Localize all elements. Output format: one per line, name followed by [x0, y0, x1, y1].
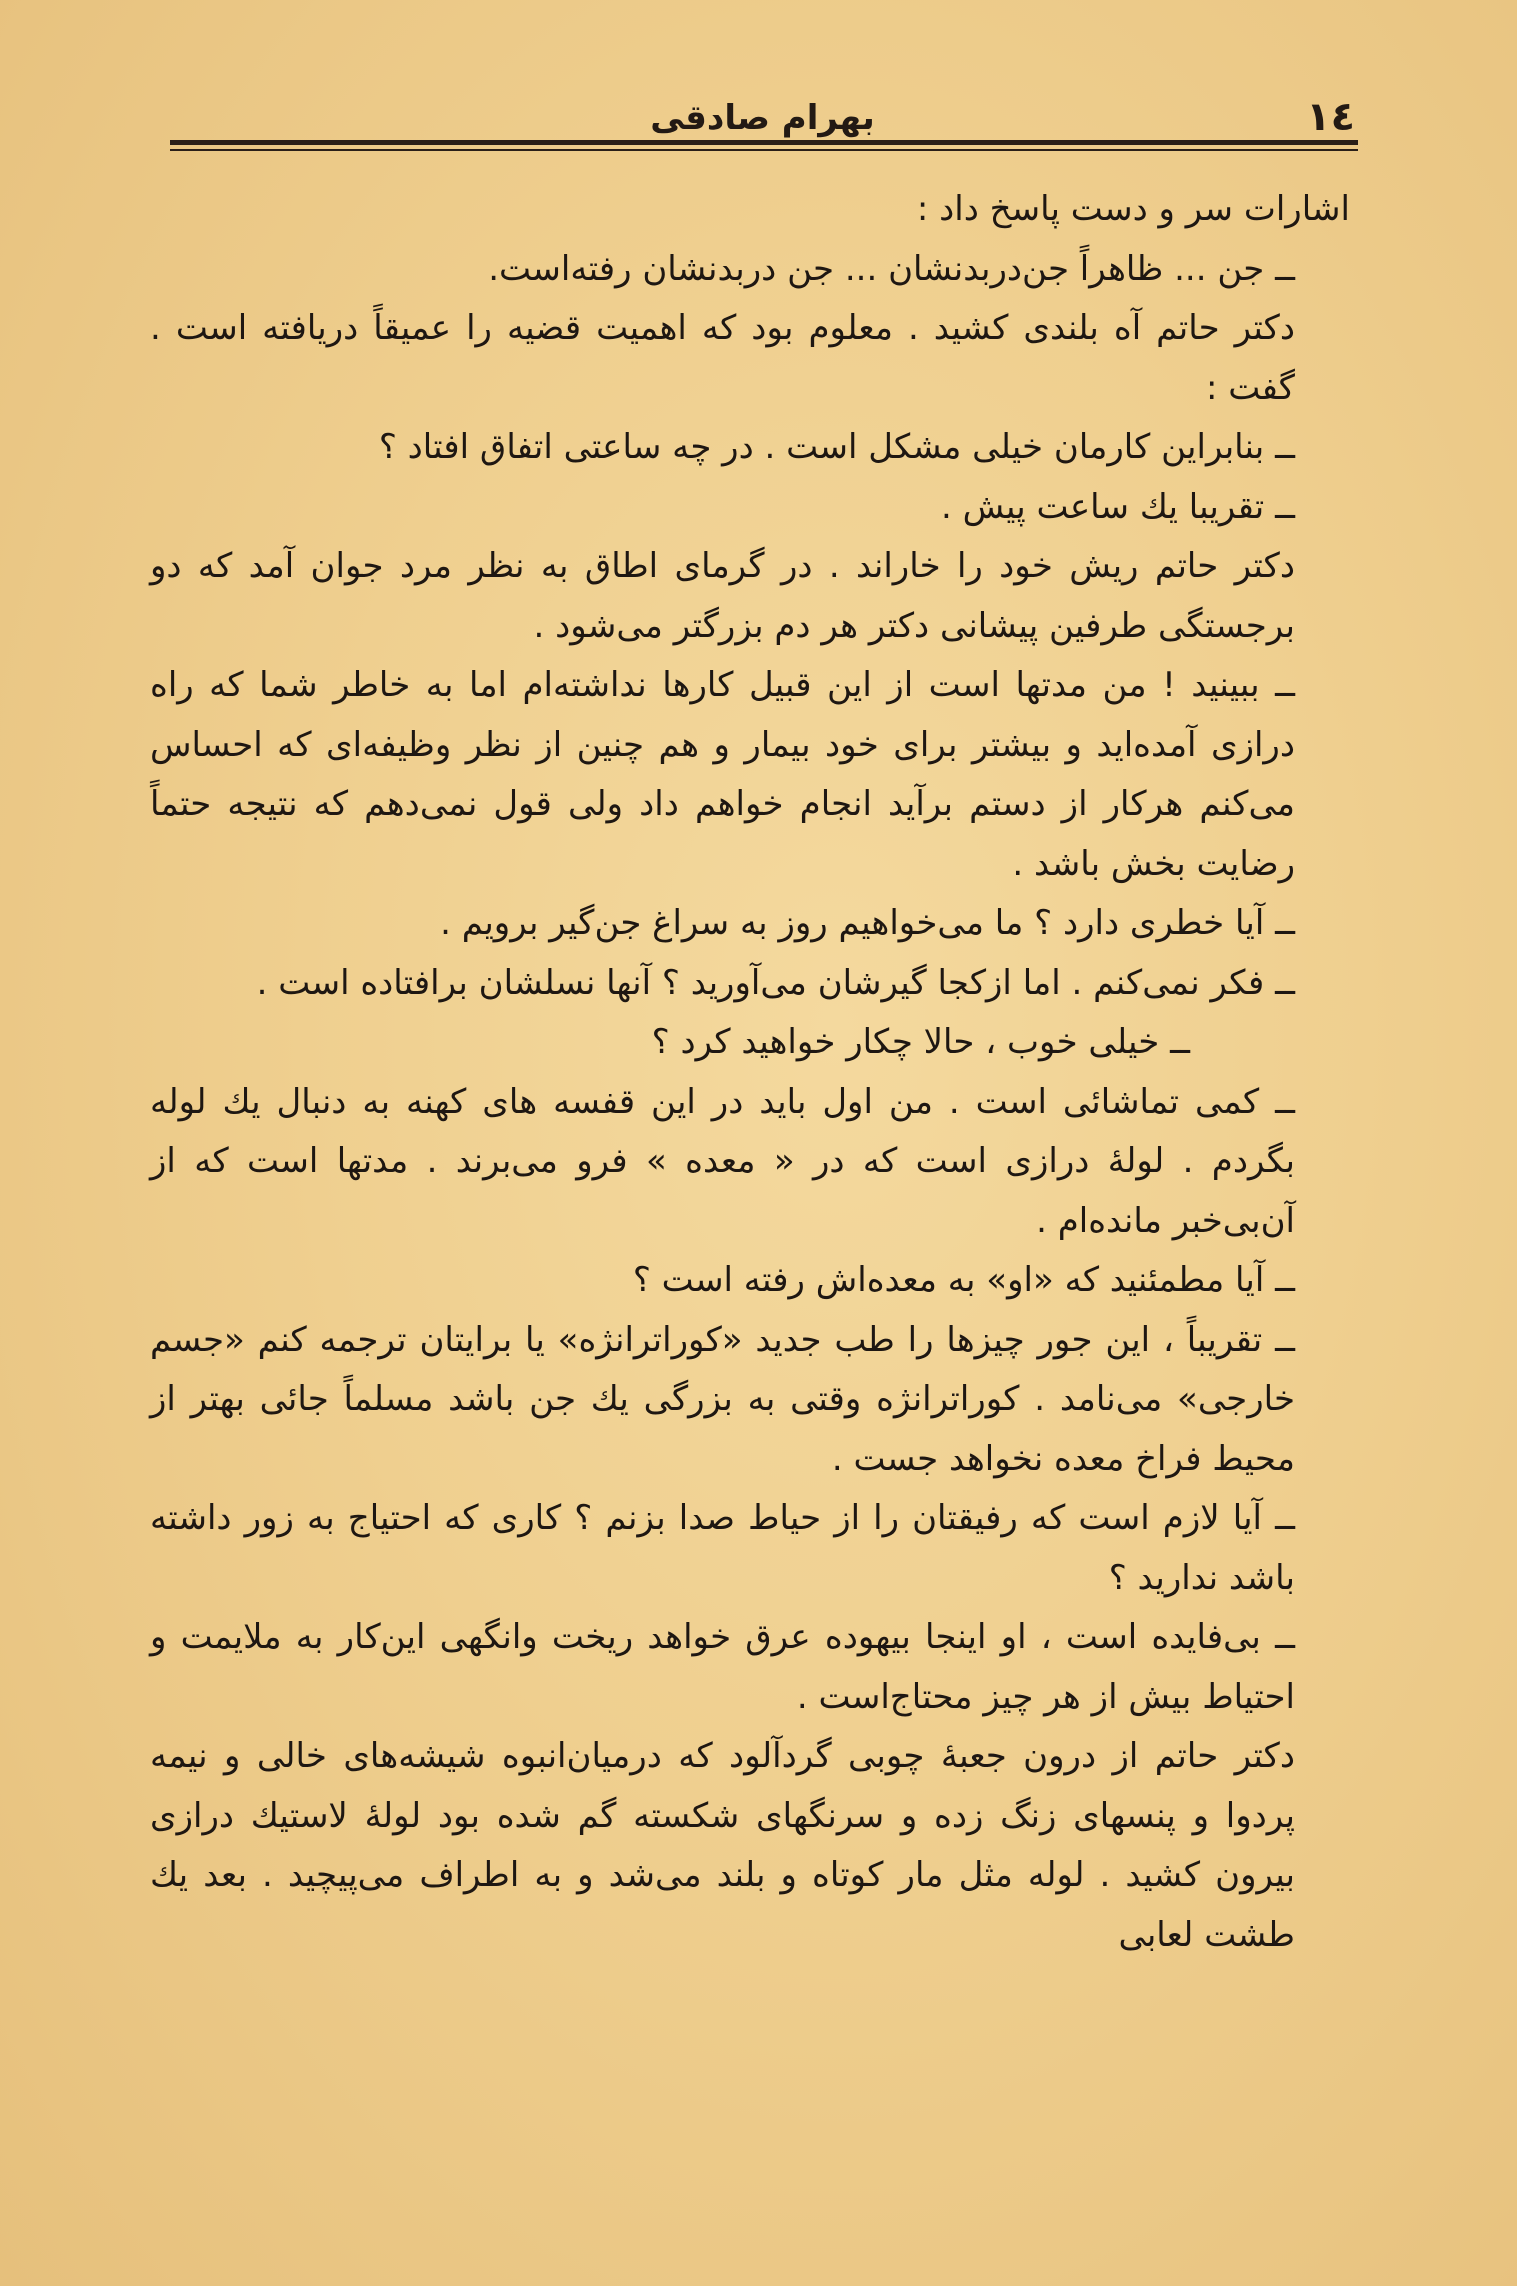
paragraph: ــ جن ... ظاهراً جن‌دربدنشان ... جن دربدنشان رفته‌است. — [488, 248, 1295, 289]
paragraph: ــ آیا مطمئنید که «او» به معده‌اش رفته است ؟ — [632, 1260, 1295, 1300]
paragraph: ــ فکر نمی‌کنم . اما ازکجا گیرشان می‌آورید ؟ آنها نسلشان برافتاده است . — [256, 962, 1295, 1003]
page-header — [170, 88, 1355, 148]
paragraph: ــ آیا لازم است که رفیقتان را از حیاط صدا بزنم ؟ کاری که احتیاج به زور داشته باشد ندارید ؟ — [150, 1498, 1295, 1598]
header-rule-thick — [170, 140, 1358, 145]
paragraph: ــ تقریباً ، این جور چیزها را طب جدید «کوراترانژه» یا برایتان ترجمه کنم «جسم خارجی» می‌نامد . کوراترانژه وقتی به بزرگی یك جن باشد مسلماً جائی بهتر از محیط فراخ معده نخواهد جست . — [150, 1319, 1295, 1479]
paragraph: ــ خیلی خوب ، حالا چکار خواهید کرد ؟ — [651, 1022, 1190, 1062]
paragraph: ــ بنابراین کارمان خیلی مشکل است . در چه ساعتی اتفاق افتاد ؟ — [378, 427, 1295, 467]
running-title: بهرام صادقی — [650, 98, 875, 138]
paragraph: دکتر حاتم از درون جعبهٔ چوبی گردآلود که درمیان‌انبوه شیشه‌های خالی و نیمه پردوا و پنسهای زنگ زده و سرنگهای شکسته گم شده بود لولهٔ لاستیك درازی بیرون کشید . لوله مثل مار کوتاه و بلند می‌شد و به اطراف می‌پیچید . بعد یك طشت لعابی — [150, 1736, 1295, 1955]
paragraph: ــ آیا خطری دارد ؟ ما می‌خواهیم روز به سراغ جن‌گیر برویم . — [440, 903, 1295, 943]
paragraph: دکتر حاتم ریش خود را خاراند . در گرمای اطاق به نظر مرد جوان آمد که دو برجستگی طرفین پیشانی دکتر هر دم بزرگتر می‌شود . — [150, 546, 1295, 646]
paragraph: ــ کمی تماشائی است . من اول باید در این قفسه های کهنه به دنبال یك لوله بگردم . لولهٔ درازی است که در « معده » فرو می‌برند . مدتها است که از آن‌بی‌خبر مانده‌ام . — [150, 1081, 1295, 1241]
paragraph: ــ تقریبا یك ساعت پیش . — [941, 486, 1295, 527]
paragraph: دکتر حاتم آه بلندی کشید . معلوم بود که اهمیت قضیه را عمیقاً دریافته است . گفت : — [150, 308, 1295, 408]
body-text — [150, 180, 1350, 1965]
page-number: ١٤ — [1306, 94, 1355, 140]
paragraph: ــ ببینید ! من مدتها است از این قبیل کارها نداشته‌ام اما به خاطر شما که راه درازی آمده‌اید و بیشتر برای خود بیمار و هم چنین از نظر وظیفه‌ای که احساس می‌کنم هرکار از دستم برآید انجام خواهم داد ولی قول نمی‌دهم که نتیجه حتماً رضایت بخش باشد . — [150, 665, 1295, 884]
header-rule-thin — [170, 149, 1358, 151]
paragraph: ــ بی‌فایده است ، او اینجا بیهوده عرق خواهد ریخت وانگهی این‌کار به ملایمت و احتیاط بیش از هر چیز محتاج‌است . — [150, 1617, 1295, 1717]
paragraph: اشارات سر و دست پاسخ داد : — [916, 189, 1350, 229]
